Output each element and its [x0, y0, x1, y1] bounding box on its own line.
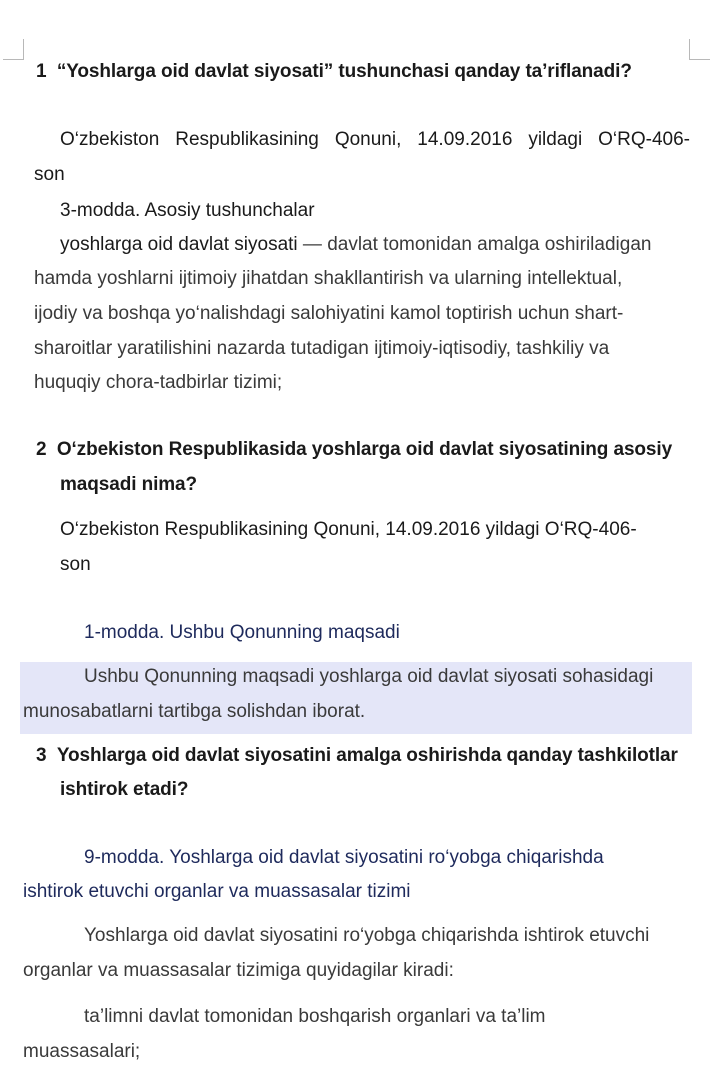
definition-line: yoshlarga oid davlat siyosati — davlat tomonidan amalga oshiriladigan — [60, 234, 652, 255]
definition-line: sharoitlar yaratilishini nazarda tutadigan ijtimoiy-iqtisodiy, tashkiliy va — [34, 338, 610, 359]
article-text-line: Ushbu Qonunning maqsadi yoshlarga oid davlat siyosati sohasidagi — [84, 666, 654, 687]
list-item-line: ta’limni davlat tomonidan boshqarish organlari va ta’lim — [84, 1006, 546, 1027]
question-number: 1 — [36, 61, 47, 82]
article-link[interactable]: 9-modda. Yoshlarga oid davlat siyosatini ro‘yobga chiqarishda — [84, 847, 604, 868]
law-reference-line: son — [34, 164, 65, 185]
definition-line: ijodiy va boshqa yo‘nalishdagi salohiyatini kamol toptirish uchun shart- — [34, 303, 624, 324]
list-item-line: muassasalari; — [23, 1041, 141, 1062]
question-2: 2 O‘zbekiston Respublikasida yoshlarga oid davlat siyosatining asosiy — [36, 439, 673, 460]
defined-term: yoshlarga oid davlat siyosati — [60, 234, 298, 255]
question-number: 3 — [36, 745, 47, 766]
definition-line: huquqiy chora-tadbirlar tizimi; — [34, 372, 283, 393]
question-1 — [36, 60, 632, 84]
law-reference-line: son — [60, 554, 91, 575]
article-text-line: organlar va muassasalar tizimiga quyidagilar kiradi: — [23, 960, 454, 981]
crop-mark-top-left — [3, 39, 24, 60]
question-text-line: ishtirok etadi? — [60, 779, 189, 800]
crop-mark-top-right — [689, 39, 710, 60]
definition-line: hamda yoshlarni ijtimoiy jihatdan shakllantirish va ularning intellektual, — [34, 268, 623, 289]
article-link[interactable]: 1-modda. Ushbu Qonunning maqsadi — [84, 622, 400, 643]
question-text-line: maqsadi nima? — [60, 474, 198, 495]
article-link[interactable]: ishtirok etuvchi organlar va muassasalar tizimi — [23, 881, 411, 902]
question-number: 2 — [36, 439, 47, 460]
question-3: 3 Yoshlarga oid davlat siyosatini amalga oshirishda qanday tashkilotlar — [36, 745, 678, 766]
article-text-line: munosabatlarni tartibga solishdan iborat. — [23, 701, 366, 722]
article-text-line: Yoshlarga oid davlat siyosatini ro‘yobga chiqarishda ishtirok etuvchi — [84, 925, 650, 946]
question-text: “Yoshlarga oid davlat siyosati” tushunchasi qanday ta’riflanadi? — [56, 61, 632, 82]
law-reference-line: O‘zbekiston Respublikasining Qonuni, 14.09.2016 yildagi O‘RQ-406- — [60, 129, 690, 150]
law-reference-line: O‘zbekiston Respublikasining Qonuni, 14.09.2016 yildagi O‘RQ-406- — [60, 519, 637, 540]
article-heading: 3-modda. Asosiy tushunchalar — [60, 200, 315, 221]
